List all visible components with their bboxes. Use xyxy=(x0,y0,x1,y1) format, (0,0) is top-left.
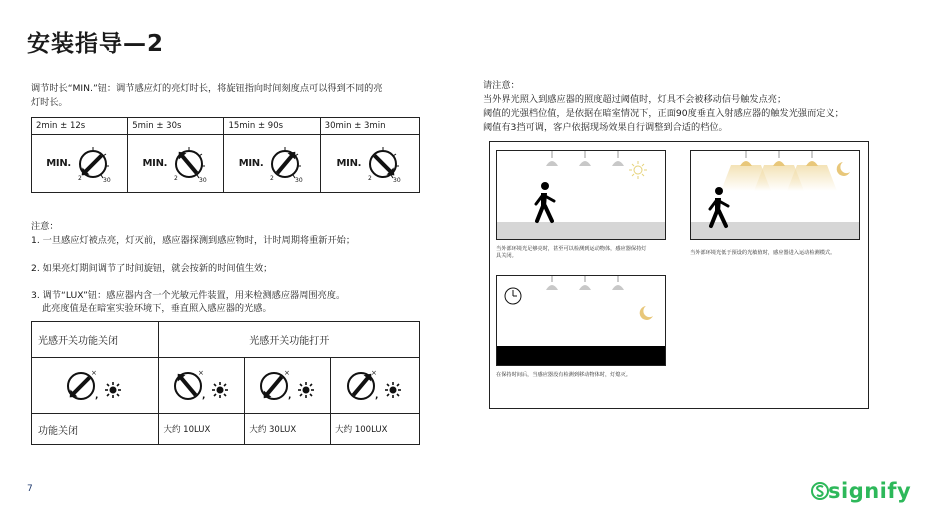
svg-text:30: 30 xyxy=(102,176,111,184)
svg-text:,: , xyxy=(375,390,379,401)
scene-daylight-caption-line2: 具关闭。 xyxy=(496,253,517,259)
svg-text:30: 30 xyxy=(199,176,207,184)
lux-knob-sun-icon xyxy=(254,366,322,406)
moon-icon xyxy=(837,162,850,176)
lux-knob-cell-off xyxy=(32,358,159,414)
scene-daylight xyxy=(496,150,666,240)
lamp-icon xyxy=(612,276,624,290)
scene-hold-expired-caption: 在保持时间后，当感应器没有检测到移动物体时，灯熄灭。 xyxy=(496,372,631,378)
lamp-icon xyxy=(546,151,558,166)
svg-text:2: 2 xyxy=(174,174,178,182)
time-header-2: 5min ± 30s xyxy=(128,118,224,135)
svg-text:×: × xyxy=(371,368,377,377)
scene-hold-expired xyxy=(496,275,666,366)
lamp-on-icon xyxy=(773,151,785,166)
scene-night-motion-drawing xyxy=(691,151,859,239)
brand-name: signify xyxy=(828,479,912,503)
brand-mark-icon xyxy=(811,481,829,501)
time-description-line2: 灯时长。 xyxy=(31,97,68,108)
lux-header-off: 光感开关功能关闭 xyxy=(32,322,159,358)
time-knob-icon xyxy=(265,144,305,184)
lux-value-30: 大约 30LUX xyxy=(245,414,331,445)
time-header-1: 2min ± 12s xyxy=(32,118,128,135)
lux-value-100: 大约 100LUX xyxy=(331,414,420,445)
lux-value-10: 大约 10LUX xyxy=(159,414,245,445)
note-3b: 此亮度值是在暗室实验环境下，垂直照入感应器的光感。 xyxy=(42,303,272,314)
lamp-icon xyxy=(579,151,591,166)
lux-knob-cell-30 xyxy=(245,358,331,414)
right-note-2: 阈值的光强档位值，是依据在暗室情况下，正面90度垂直入射感应器的触发光强而定义； xyxy=(483,108,844,119)
svg-text:30: 30 xyxy=(295,176,303,184)
note-2: 2. 如果亮灯期间调节了时间旋钮，就会按新的时间值生效； xyxy=(31,263,273,274)
time-description xyxy=(31,82,383,110)
time-knob-cell-3 xyxy=(224,135,320,193)
right-note-1: 当外界光照入到感应器的照度超过阈值时，灯具不会被移动信号触发点亮； xyxy=(483,94,787,105)
lamp-on-icon xyxy=(740,151,752,166)
svg-text:,: , xyxy=(95,390,99,401)
time-description-line1: 调节时长“MIN.”钮：调节感应灯的亮灯时长，将旋钮指向时间刻度点可以得到不同的亮 xyxy=(31,83,383,94)
time-knob-icon xyxy=(363,144,403,184)
scene-night-motion xyxy=(690,150,860,240)
brand-logo xyxy=(811,479,911,503)
lux-knob-sun-icon xyxy=(61,366,129,406)
svg-text:×: × xyxy=(283,368,290,377)
right-note-3: 阈值有3挡可调，客户依据现场效果自行调整到合适的档位。 xyxy=(483,122,728,133)
scene-daylight-caption xyxy=(496,246,666,260)
min-label: MIN. xyxy=(238,158,264,169)
lamp-on-icon xyxy=(806,151,818,166)
time-knob-cell-1 xyxy=(32,135,128,193)
lamp-icon xyxy=(579,276,591,290)
right-notes xyxy=(483,79,844,135)
note-3a: 3. 调节“LUX”钮：感应器内含一个光敏元件装置，用来检测感应器周围亮度。 xyxy=(31,290,346,301)
clock-icon xyxy=(505,288,521,304)
svg-text:2: 2 xyxy=(77,174,82,182)
lux-header-on: 光感开关功能打开 xyxy=(159,322,420,358)
note-1: 1. 一旦感应灯被点亮，灯灭前，感应器探测到感应物时，计时周期将重新开始； xyxy=(31,235,356,246)
svg-text:×: × xyxy=(91,368,98,377)
sun-icon xyxy=(629,161,647,179)
page-title: 安装指导—2 xyxy=(27,31,165,57)
time-knob-icon xyxy=(73,144,113,184)
time-knob-icon xyxy=(169,144,209,184)
lux-knob-sun-icon xyxy=(341,366,409,406)
lux-table xyxy=(31,321,420,445)
moon-icon xyxy=(640,306,653,320)
time-header-4: 30min ± 3min xyxy=(320,118,419,135)
lux-knob-sun-icon xyxy=(168,366,236,406)
scene-night-motion-caption: 当外部环境光低于预设的光敏值时，感应器进入运动检测模式。 xyxy=(690,250,836,256)
lux-knob-cell-10 xyxy=(159,358,245,414)
scenes-frame xyxy=(489,141,869,409)
scene-daylight-drawing xyxy=(497,151,665,239)
min-label: MIN. xyxy=(142,158,168,169)
min-label: MIN. xyxy=(46,158,71,169)
svg-text:30: 30 xyxy=(393,176,401,184)
lux-knob-cell-100 xyxy=(331,358,420,414)
walking-person-icon xyxy=(710,187,728,226)
time-table xyxy=(31,117,420,193)
scene-daylight-caption-line1: 当外部环境光足够亮时，甚至可以检测到运动物体，感应器保持灯 xyxy=(496,246,647,252)
notes-heading: 注意： xyxy=(31,221,59,232)
svg-text:×: × xyxy=(197,368,204,377)
right-notes-heading: 请注意： xyxy=(483,80,520,91)
svg-text:,: , xyxy=(201,390,206,401)
lux-off-label: 功能关闭 xyxy=(32,414,159,445)
lamp-icon xyxy=(612,151,624,166)
scene-hold-expired-drawing xyxy=(497,276,665,365)
time-knob-cell-4 xyxy=(320,135,419,193)
lamp-icon xyxy=(546,276,558,290)
time-knob-cell-2 xyxy=(128,135,224,193)
min-label: MIN. xyxy=(336,158,362,169)
walking-person-icon xyxy=(536,182,554,221)
svg-text:2: 2 xyxy=(368,174,372,182)
page-number: 7 xyxy=(27,484,33,494)
svg-text:,: , xyxy=(287,390,292,401)
time-header-3: 15min ± 90s xyxy=(224,118,320,135)
svg-text:2: 2 xyxy=(270,174,275,182)
